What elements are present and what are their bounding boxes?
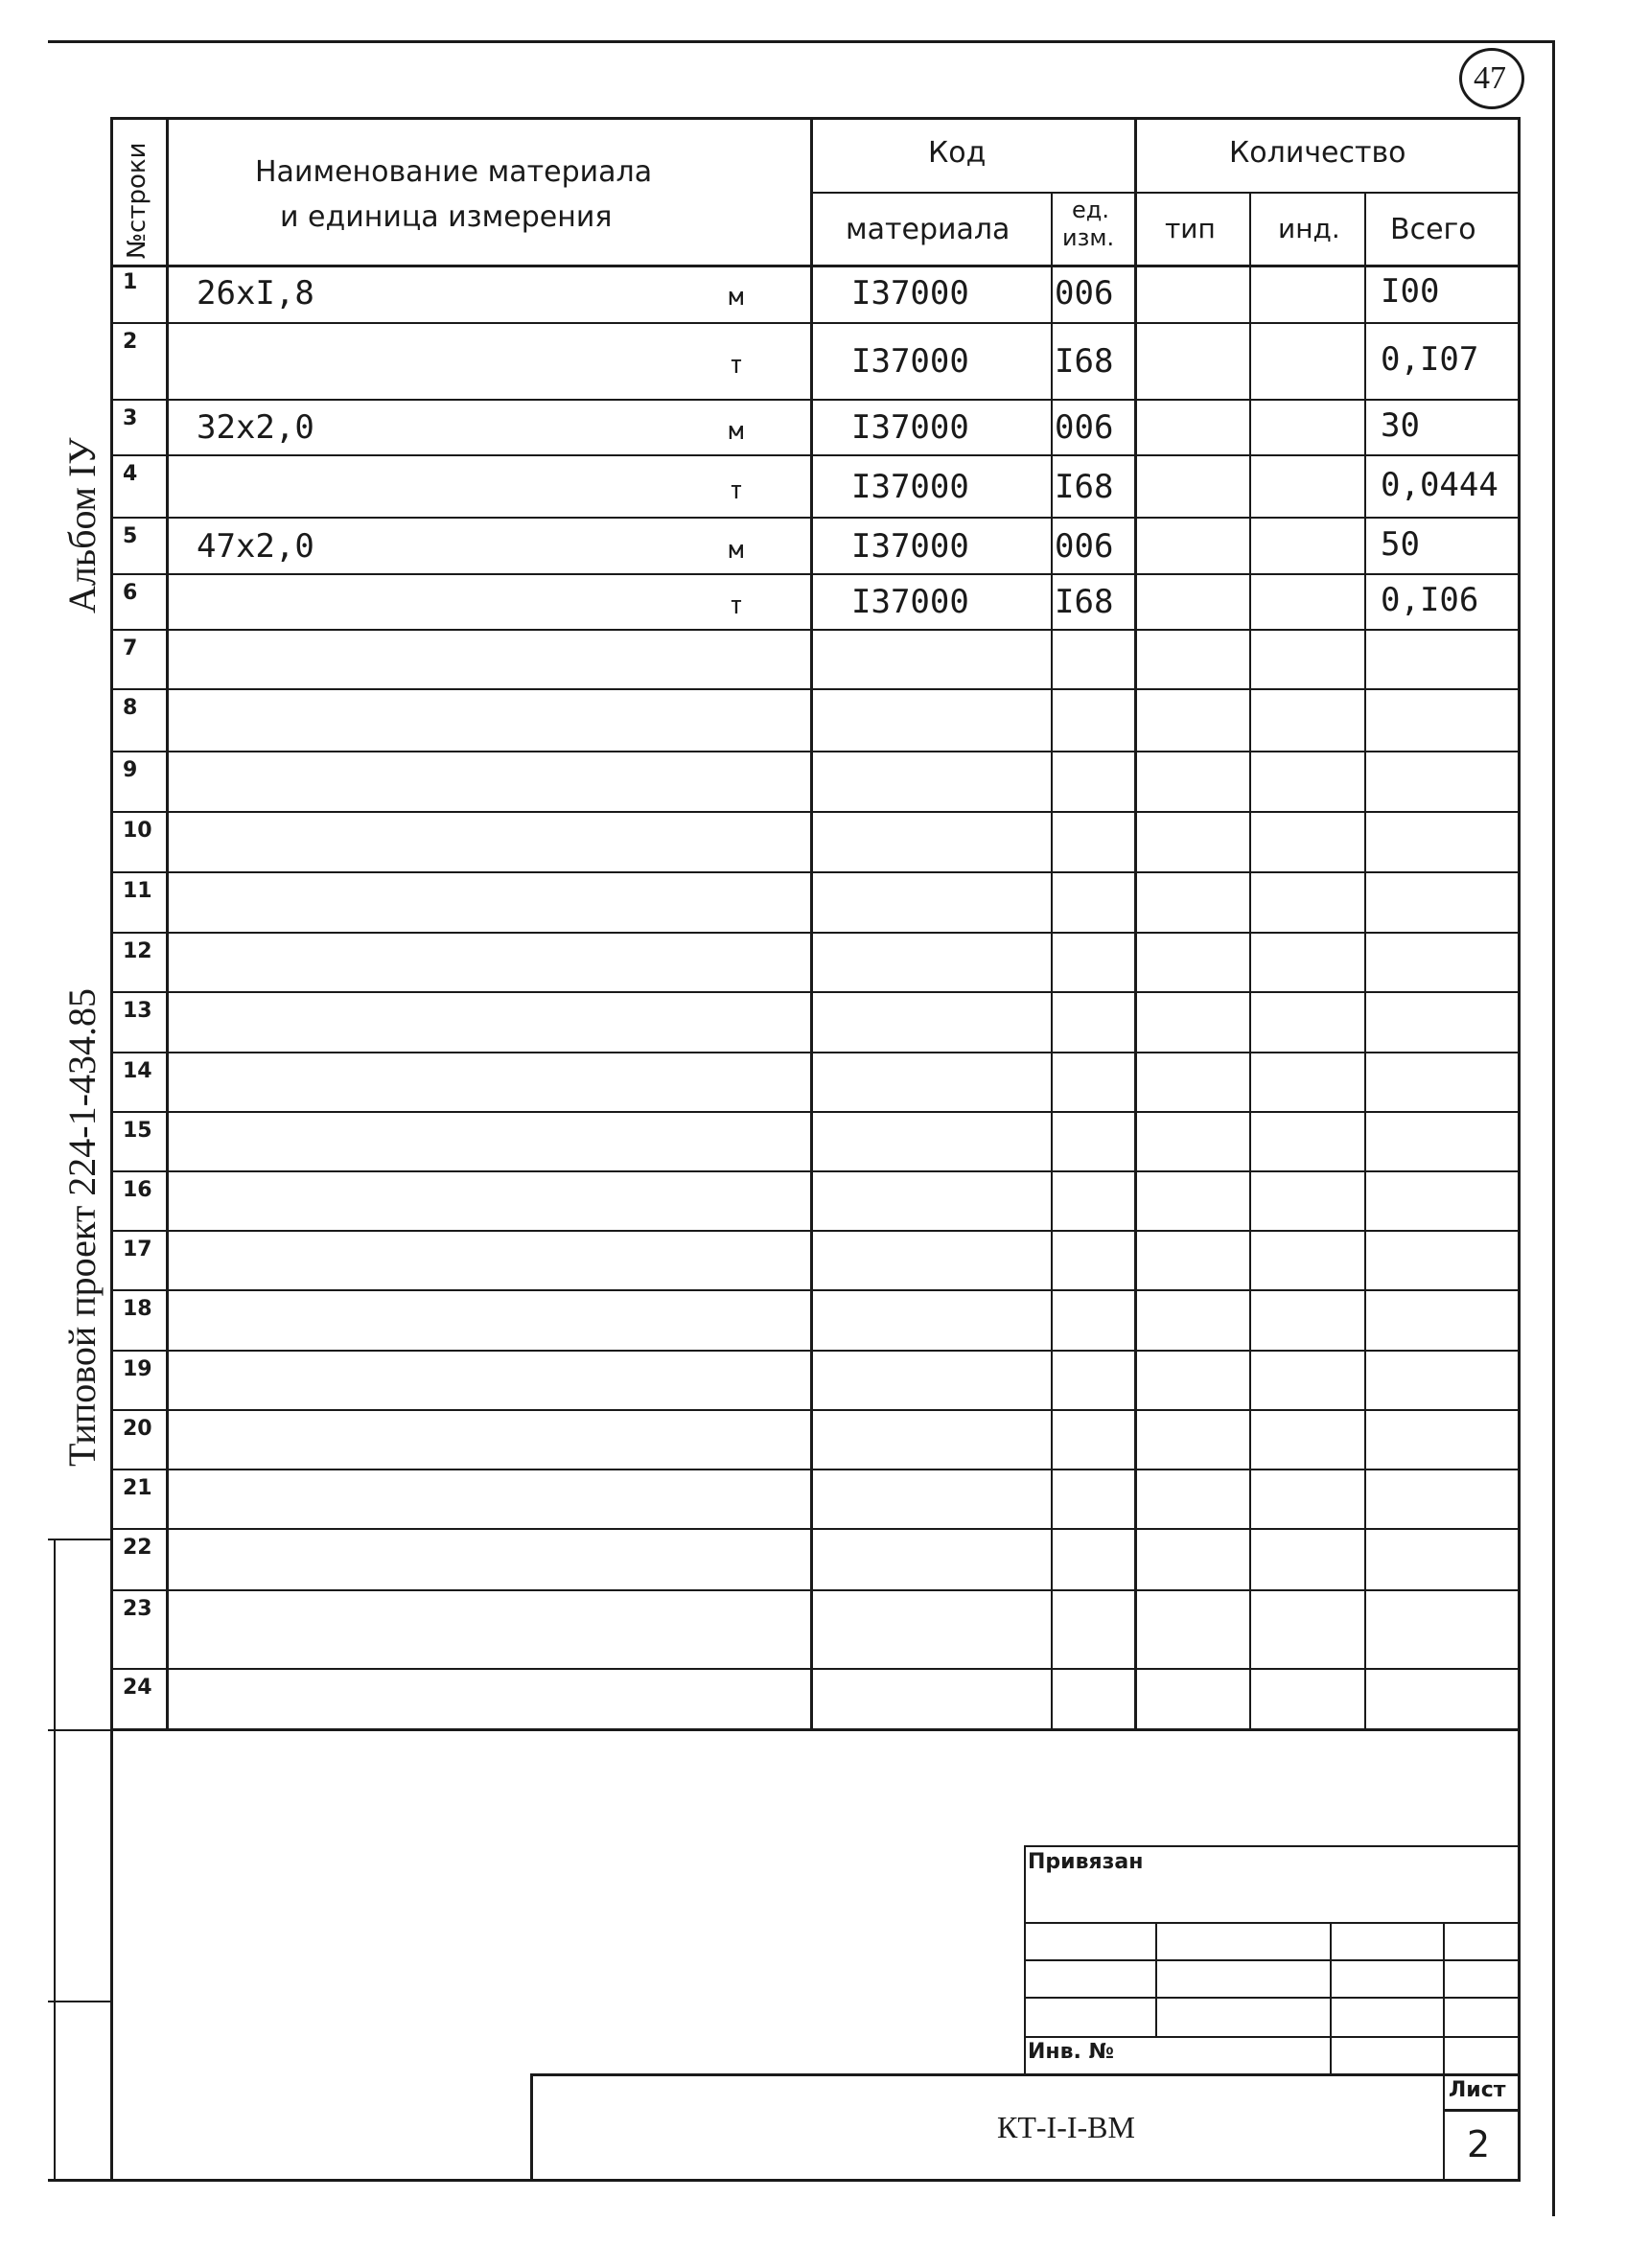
row-number: 18 — [123, 1297, 152, 1321]
margin-line — [48, 1729, 113, 1731]
table-row — [0, 1411, 1626, 1470]
total-quantity: 30 — [1381, 406, 1420, 445]
material-code: I37000 — [851, 342, 969, 381]
table-row — [0, 1232, 1626, 1291]
row-number-header: №строки — [123, 142, 151, 259]
unit: м — [729, 535, 744, 565]
sheet-number: 2 — [1467, 2123, 1491, 2165]
stamp-line — [1024, 1845, 1521, 1847]
table-row — [0, 1670, 1626, 1728]
row-number: 1 — [123, 270, 138, 294]
stamp-line — [1024, 2036, 1521, 2038]
table-row — [0, 690, 1626, 752]
name-header-line1: Наименование материала — [255, 155, 653, 189]
row-number: 2 — [123, 330, 138, 354]
row-number: 8 — [123, 696, 138, 720]
row-number: 17 — [123, 1238, 152, 1261]
unit-code-header-line2: изм. — [1062, 224, 1115, 251]
row-number: 15 — [123, 1119, 152, 1143]
row-number: 20 — [123, 1417, 152, 1441]
stamp-line — [1024, 1959, 1521, 1961]
row-number: 22 — [123, 1536, 152, 1560]
stamp-line — [1330, 1922, 1332, 2075]
table-row — [0, 1470, 1626, 1530]
table-row — [0, 265, 1626, 324]
table-row — [0, 752, 1626, 813]
table-row — [0, 1591, 1626, 1670]
row-number: 11 — [123, 879, 152, 903]
unit-code: I68 — [1055, 342, 1114, 381]
total-quantity: I00 — [1381, 272, 1440, 311]
row-number: 21 — [123, 1476, 152, 1500]
attached-label: Привязан — [1028, 1850, 1144, 1874]
row-number: 19 — [123, 1357, 152, 1381]
unit: м — [729, 417, 744, 446]
unit-code: I68 — [1055, 583, 1114, 621]
unit-code: I68 — [1055, 467, 1114, 506]
material-code: I37000 — [851, 583, 969, 621]
total-quantity: 0,0444 — [1381, 465, 1498, 504]
stamp-line — [1024, 1997, 1521, 1999]
table-row — [0, 873, 1626, 934]
material-code: I37000 — [851, 467, 969, 506]
table-row — [0, 1172, 1626, 1232]
side-album-caption: Альбом IУ — [60, 437, 104, 613]
row-number: 13 — [123, 999, 152, 1023]
row-number: 7 — [123, 636, 138, 660]
table-row — [0, 1113, 1626, 1172]
row-number: 3 — [123, 406, 138, 430]
table-row — [0, 1352, 1626, 1411]
total-quantity: 0,I07 — [1381, 340, 1479, 379]
unit: т — [729, 475, 744, 505]
row-number: 4 — [123, 462, 138, 486]
unit-code-header-line1: ед. — [1072, 197, 1109, 223]
unit-code: 006 — [1055, 526, 1114, 566]
table-row — [0, 993, 1626, 1053]
total-quantity: 50 — [1381, 524, 1420, 564]
total-quantity: 0,I06 — [1381, 581, 1479, 619]
code-header: Код — [928, 136, 987, 170]
grid-line — [110, 1728, 1521, 1731]
sheet-label: Лист — [1449, 2078, 1506, 2102]
table-row — [0, 1053, 1626, 1113]
grid-line — [110, 117, 1521, 120]
stamp-line — [530, 2073, 1521, 2076]
material-code: I37000 — [851, 526, 969, 566]
side-project-caption: Типовой проект 224-1-434.85 — [60, 988, 104, 1467]
table-row — [0, 631, 1626, 690]
unit: т — [729, 591, 744, 620]
unit-code: 006 — [1055, 408, 1114, 447]
stamp-line — [1155, 1922, 1157, 2036]
row-number: 23 — [123, 1597, 152, 1621]
row-number: 16 — [123, 1178, 152, 1202]
table-row — [0, 324, 1626, 401]
material-code-header: материала — [846, 213, 1010, 246]
table-row — [0, 519, 1626, 575]
row-number: 10 — [123, 819, 152, 843]
table-row — [0, 813, 1626, 873]
page-number-badge — [1459, 48, 1524, 109]
margin-line — [48, 2001, 113, 2002]
row-number: 9 — [123, 758, 138, 782]
table-row — [0, 401, 1626, 456]
stamp-line — [48, 2179, 1521, 2182]
row-number: 14 — [123, 1059, 152, 1083]
grid-line — [810, 192, 1521, 194]
table-row — [0, 575, 1626, 631]
material-code: I37000 — [851, 408, 969, 447]
row-number: 5 — [123, 524, 138, 548]
material-name: 47x2,0 — [197, 526, 314, 566]
row-number: 6 — [123, 581, 138, 605]
inventory-number-label: Инв. № — [1028, 2040, 1115, 2064]
ind-header: инд. — [1278, 213, 1340, 244]
document-code: КТ-I-I-ВМ — [997, 2110, 1135, 2144]
unit: м — [729, 283, 744, 312]
name-header-line2: и единица измерения — [280, 200, 613, 234]
unit: т — [729, 351, 744, 380]
unit-code: 006 — [1055, 274, 1114, 312]
stamp-line — [1443, 1922, 1445, 2181]
stamp-line — [1443, 2109, 1521, 2112]
material-name: 32x2,0 — [197, 408, 314, 447]
typ-header: тип — [1165, 213, 1216, 244]
table-row — [0, 1291, 1626, 1352]
material-code: I37000 — [851, 274, 969, 312]
row-number: 24 — [123, 1676, 152, 1700]
table-row — [0, 934, 1626, 993]
stamp-line — [530, 2073, 533, 2181]
quantity-header: Количество — [1229, 136, 1406, 170]
material-name: 26xI,8 — [197, 274, 314, 312]
total-header: Всего — [1390, 213, 1476, 246]
top-border-line — [48, 40, 1555, 43]
table-row — [0, 456, 1626, 519]
table-row — [0, 1530, 1626, 1591]
page-number: 47 — [1474, 60, 1506, 96]
stamp-line — [1024, 1922, 1521, 1924]
row-number: 12 — [123, 939, 152, 963]
